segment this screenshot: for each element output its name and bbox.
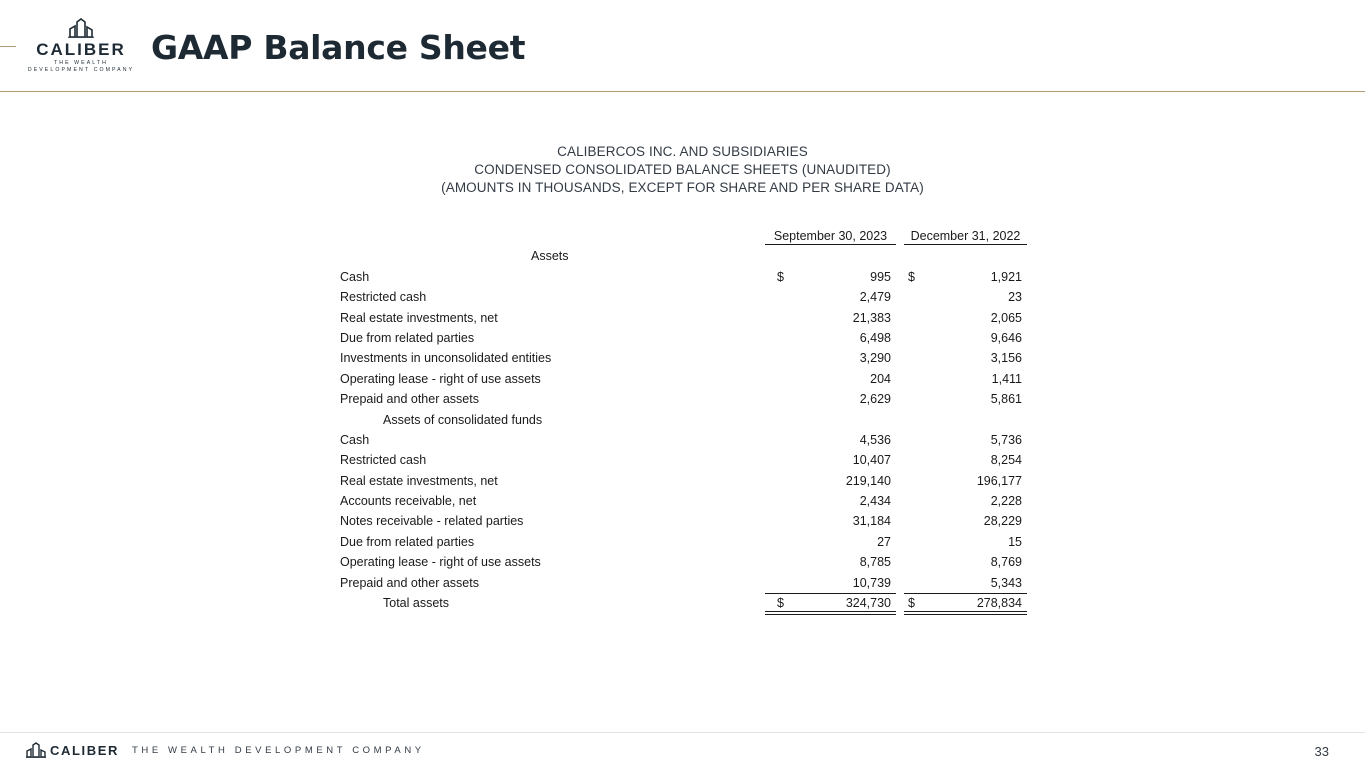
statement-title-company: CALIBERCOS INC. AND SUBSIDIARIES [557, 144, 808, 159]
value-sep-2023: 2,479 [859, 290, 891, 305]
row-label: Cash [340, 432, 370, 447]
value-dec-2022: 28,229 [983, 514, 1022, 529]
value-dec-2022: 8,769 [990, 555, 1022, 570]
value-sep-2023: 4,536 [859, 432, 891, 447]
value-sep-2023: 27 [877, 534, 891, 549]
table-header-row [340, 226, 1030, 246]
row-label: Prepaid and other assets [340, 392, 479, 407]
building-icon [68, 18, 94, 38]
row-label: Due from related parties [340, 330, 475, 345]
footer-logo-wordmark: CALIBER [50, 743, 119, 758]
page-title: GAAP Balance Sheet [151, 28, 526, 67]
building-icon [26, 742, 46, 758]
subtotal-rule [904, 593, 1027, 594]
table-row [340, 450, 1030, 470]
table-row [340, 369, 1030, 389]
table-row [340, 348, 1030, 368]
total-double-rule [765, 611, 896, 615]
table-row [340, 389, 1030, 409]
value-dec-2022: 5,736 [990, 432, 1022, 447]
row-label: Real estate investments, net [340, 473, 498, 488]
value-sep-2023: 10,739 [852, 575, 891, 590]
statement-title-units: (AMOUNTS IN THOUSANDS, EXCEPT FOR SHARE AND PER SHARE DATA) [441, 180, 924, 195]
row-label: Notes receivable - related parties [340, 514, 524, 529]
table-row [340, 328, 1030, 348]
currency-symbol: $ [777, 596, 784, 611]
subsection-header-row [340, 410, 1030, 430]
statement-titles [0, 143, 1365, 197]
total-label: Total assets [383, 596, 450, 611]
currency-symbol: $ [908, 269, 915, 284]
value-dec-2022: 1,921 [990, 269, 1022, 284]
value-dec-2022: 196,177 [976, 473, 1022, 488]
row-label: Restricted cash [340, 453, 427, 468]
logo-wordmark: CALIBER [36, 40, 126, 59]
row-label: Due from related parties [340, 534, 475, 549]
table-row [340, 287, 1030, 307]
footer-divider [0, 732, 1365, 733]
total-dec-2022: 278,834 [976, 596, 1022, 611]
section-label-assets: Assets [531, 249, 569, 264]
value-dec-2022: 2,228 [990, 494, 1022, 509]
table-row [340, 471, 1030, 491]
row-label: Real estate investments, net [340, 310, 498, 325]
footer-tagline: THE WEALTH DEVELOPMENT COMPANY [132, 745, 425, 756]
table-row [340, 308, 1030, 328]
balance-sheet-table [340, 226, 1030, 613]
table-row [340, 267, 1030, 287]
value-dec-2022: 1,411 [991, 371, 1022, 386]
value-dec-2022: 5,861 [990, 392, 1022, 407]
row-label: Investments in unconsolidated entities [340, 351, 552, 366]
value-sep-2023: 2,629 [859, 392, 891, 407]
header-divider [0, 91, 1365, 92]
currency-symbol: $ [777, 269, 784, 284]
value-dec-2022: 15 [1008, 534, 1022, 549]
value-dec-2022: 9,646 [990, 330, 1022, 345]
value-sep-2023: 204 [870, 371, 891, 386]
logo-tagline: THE WEALTH DEVELOPMENT COMPANY [27, 60, 135, 73]
currency-symbol: $ [908, 596, 915, 611]
page-number: 33 [1314, 744, 1329, 759]
total-double-rule [904, 611, 1027, 615]
value-sep-2023: 8,785 [859, 555, 891, 570]
table-row [340, 491, 1030, 511]
value-dec-2022: 5,343 [990, 575, 1022, 590]
section-header-row [340, 246, 1030, 266]
value-sep-2023: 31,184 [852, 514, 891, 529]
asset-rows [340, 267, 1030, 410]
header-accent-line [0, 46, 16, 47]
row-label: Prepaid and other assets [340, 575, 479, 590]
caliber-logo [24, 18, 138, 72]
table-row [340, 511, 1030, 531]
table-row [340, 552, 1030, 572]
value-sep-2023: 3,290 [859, 351, 891, 366]
statement-title-name: CONDENSED CONSOLIDATED BALANCE SHEETS (UNAUDITED) [474, 162, 891, 177]
subsection-label-consolidated-funds: Assets of consolidated funds [383, 412, 543, 427]
row-label: Cash [340, 269, 370, 284]
table-row [340, 532, 1030, 552]
value-dec-2022: 2,065 [990, 310, 1022, 325]
subtotal-rule [765, 593, 896, 594]
row-label: Restricted cash [340, 290, 427, 305]
value-sep-2023: 995 [870, 269, 891, 284]
value-dec-2022: 23 [1008, 290, 1022, 305]
column-header-sep-2023: September 30, 2023 [765, 229, 896, 245]
table-row [340, 573, 1030, 593]
total-row [340, 593, 1030, 613]
column-header-dec-2022: December 31, 2022 [904, 229, 1027, 245]
row-label: Accounts receivable, net [340, 494, 477, 509]
value-sep-2023: 6,498 [859, 330, 891, 345]
value-sep-2023: 2,434 [859, 494, 891, 509]
value-dec-2022: 3,156 [990, 351, 1022, 366]
row-label: Operating lease - right of use assets [340, 555, 541, 570]
total-sep-2023: 324,730 [845, 596, 891, 611]
value-sep-2023: 219,140 [845, 473, 891, 488]
value-dec-2022: 8,254 [990, 453, 1022, 468]
value-sep-2023: 10,407 [852, 453, 891, 468]
value-sep-2023: 21,383 [852, 310, 891, 325]
fund-asset-rows [340, 430, 1030, 593]
table-row [340, 430, 1030, 450]
row-label: Operating lease - right of use assets [340, 371, 541, 386]
